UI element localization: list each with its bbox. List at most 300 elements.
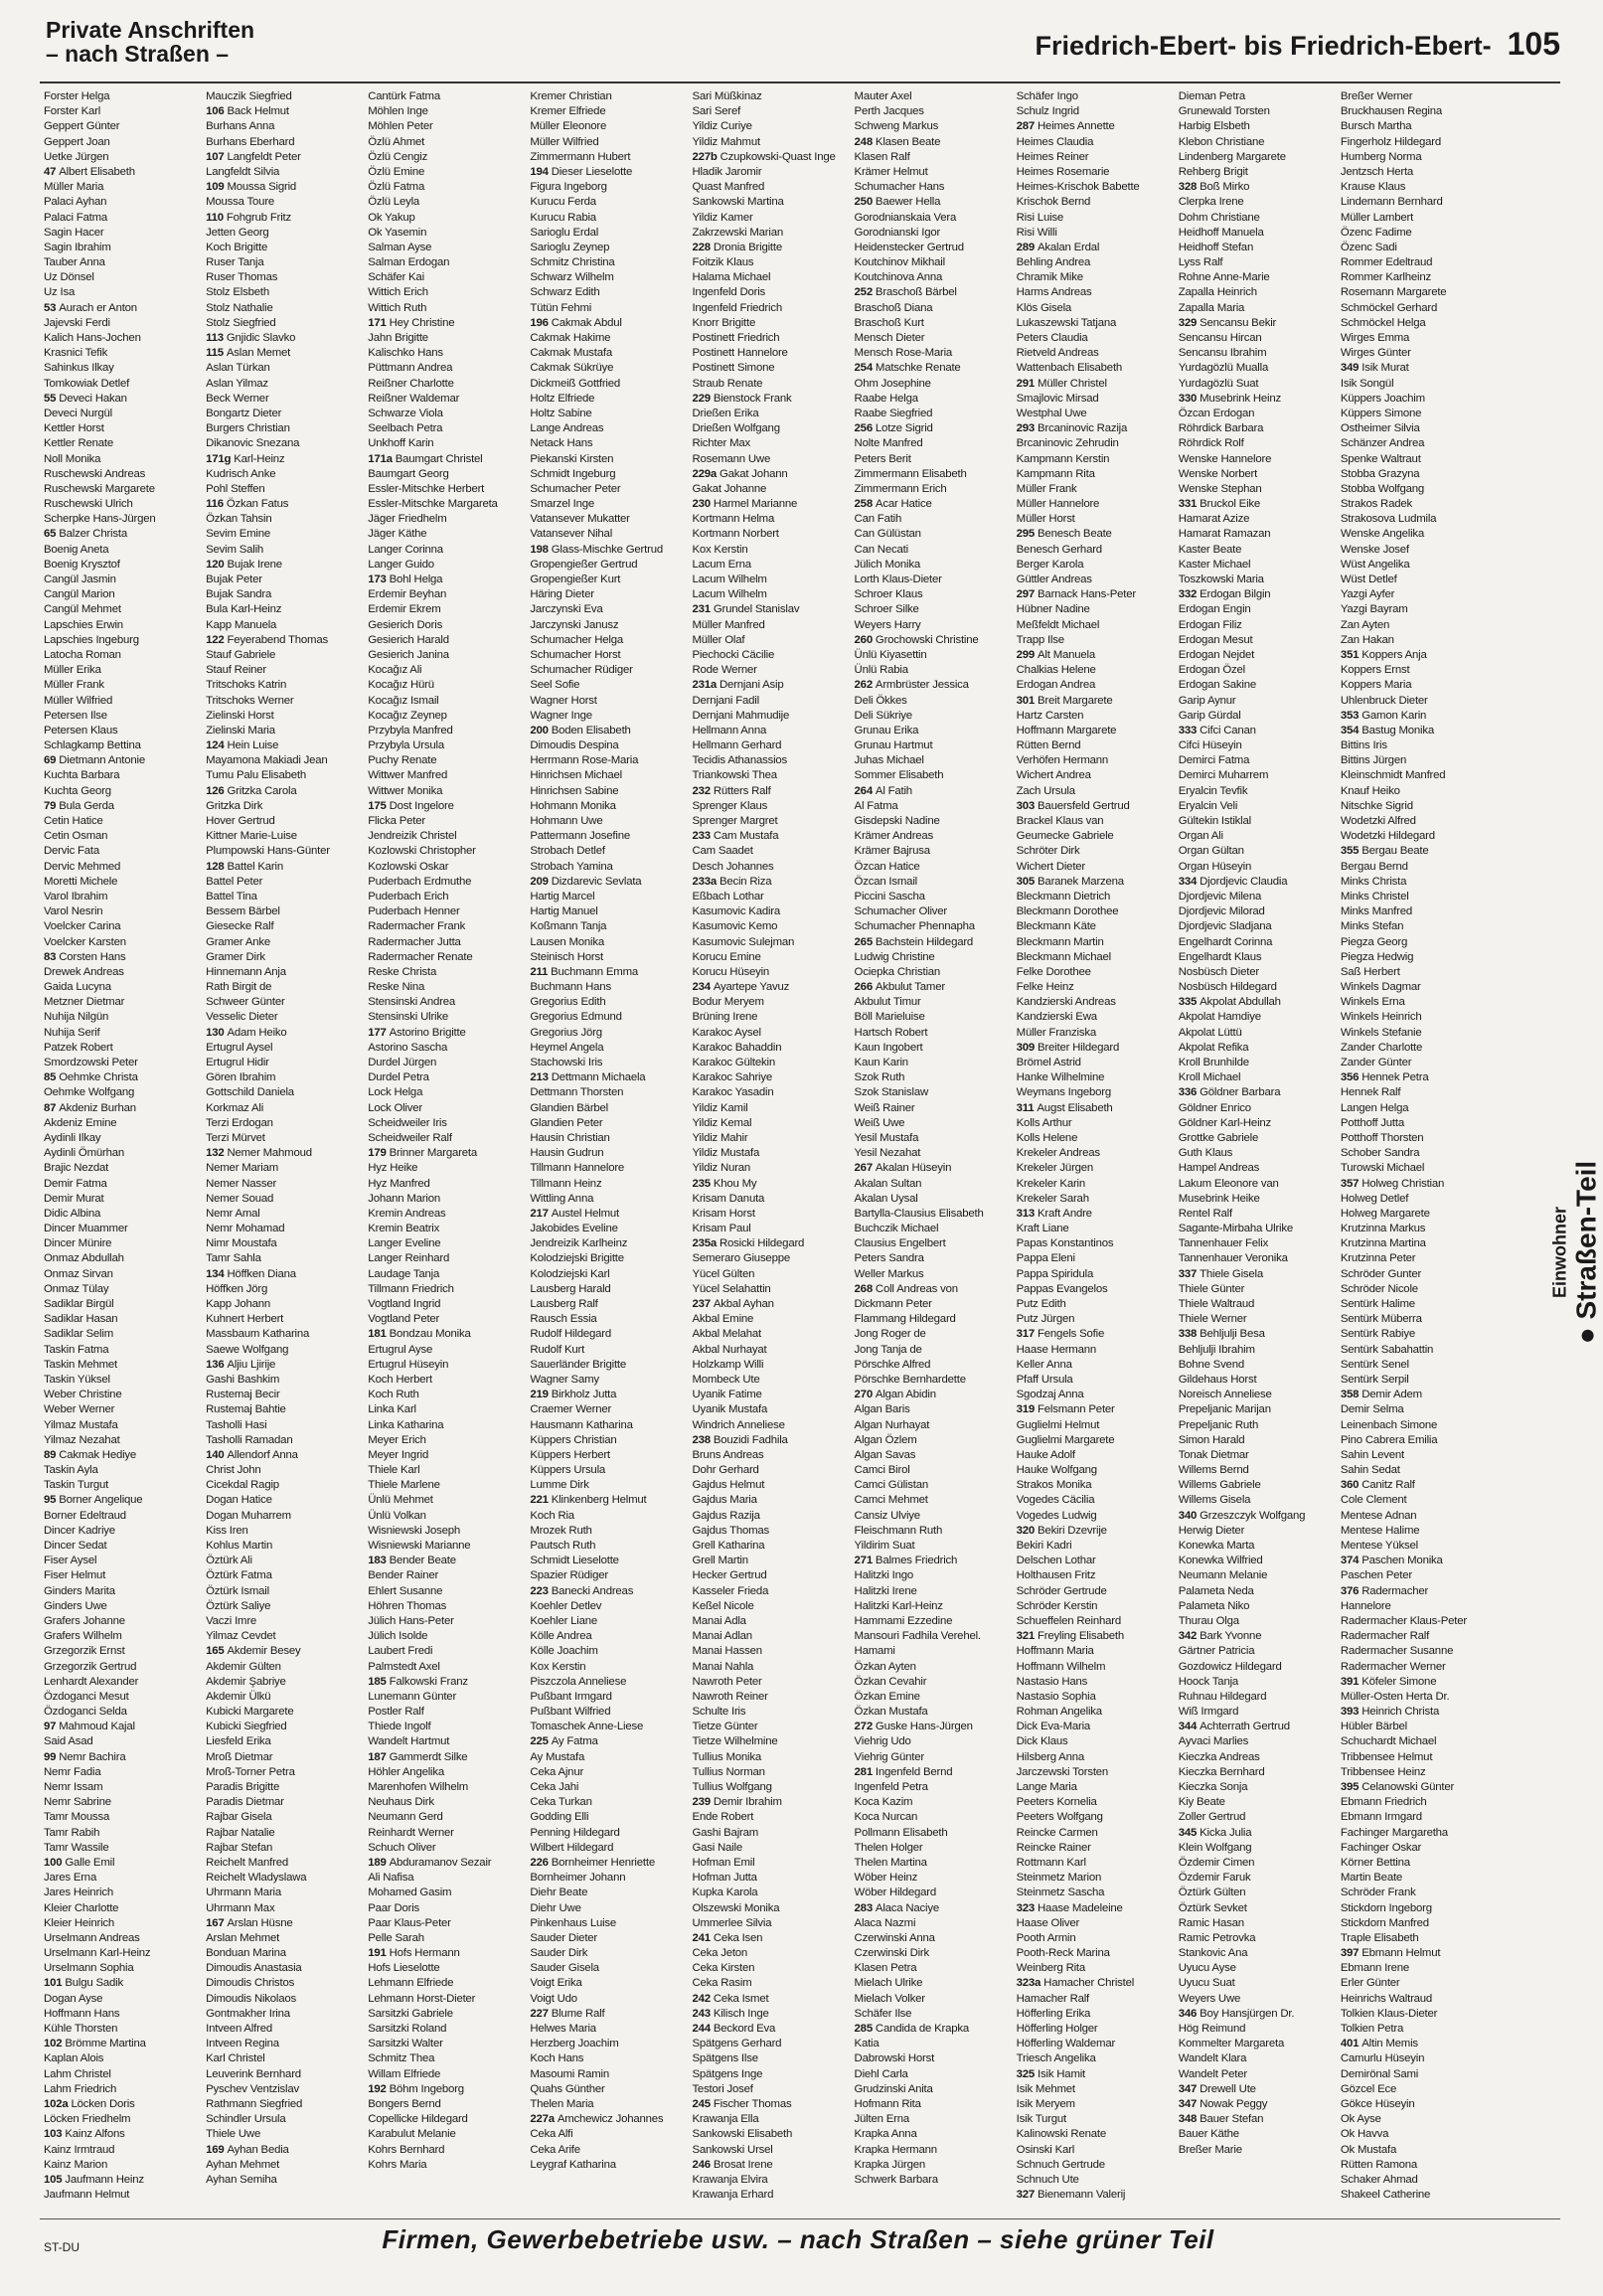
- resident-entry: Kortmann Helma: [692, 513, 775, 526]
- house-number: 330: [1178, 392, 1201, 405]
- resident-entry: Masoumi Ramin: [530, 2067, 610, 2080]
- resident-entry: Bleckmann Käte: [1016, 920, 1096, 933]
- resident-entry: Stobba Grazyna: [1340, 467, 1420, 480]
- resident-entry: Kettler Renate: [44, 437, 114, 450]
- resident-entry: Mohamed Gasim: [368, 1886, 452, 1899]
- resident-entry: 228 Dronia Brigitte: [692, 241, 782, 253]
- resident-entry: 192 Böhm Ingeborg: [368, 2082, 464, 2095]
- resident-entry: Heidhoff Manuela: [1178, 226, 1264, 239]
- resident-entry: Cetin Osman: [44, 830, 108, 843]
- resident-entry: Taskin Yüksel: [44, 1373, 110, 1386]
- resident-entry: Latocha Roman: [44, 648, 121, 661]
- resident-entry: Garip Aynur: [1178, 694, 1236, 707]
- resident-entry: Taskin Mehmet: [44, 1358, 117, 1371]
- resident-entry: 95 Borner Angelique: [44, 1494, 143, 1507]
- resident-entry: Mauter Axel: [854, 90, 912, 102]
- resident-entry: Nemr Sabrine: [44, 1796, 111, 1809]
- resident-entry: Hartz Carsten: [1016, 709, 1084, 722]
- resident-entry: Lunemann Günter: [368, 1690, 457, 1703]
- resident-entry: Kroll Brunhilde: [1178, 1057, 1249, 1068]
- resident-entry: Özkan Emine: [854, 1690, 920, 1703]
- resident-entry: Wirges Emma: [1340, 332, 1410, 344]
- resident-entry: Zander Charlotte: [1340, 1041, 1423, 1054]
- resident-entry: Smordzowski Peter: [44, 1057, 138, 1068]
- resident-entry: Deveci Nurgül: [44, 407, 112, 419]
- resident-entry: Copellicke Hildegard: [368, 2113, 468, 2126]
- resident-entry: Reincke Carmen: [1016, 1826, 1098, 1839]
- resident-entry: Hyz Heike: [368, 1162, 418, 1175]
- resident-entry: Erdogan Engin: [1178, 603, 1251, 616]
- resident-entry: Nemr Mohamad: [206, 1223, 285, 1235]
- resident-entry: Gökce Hüseyin: [1340, 2097, 1415, 2110]
- resident-entry: Strakosova Ludmila: [1340, 513, 1437, 526]
- resident-entry: 99 Nemr Bachira: [44, 1750, 126, 1763]
- resident-entry: Haase Hermann: [1016, 1343, 1096, 1356]
- resident-entry: Schmidt Ingeburg: [530, 467, 616, 480]
- resident-entry: Kalinowski Renate: [1016, 2128, 1106, 2141]
- resident-entry: Schnuch Gertrude: [1016, 2158, 1105, 2171]
- resident-entry: Voigt Erika: [530, 1977, 582, 1990]
- resident-entry: 264 Al Fatih: [854, 784, 912, 797]
- resident-entry: Thelen Maria: [530, 2097, 594, 2110]
- resident-entry: Pino Cabrera Emilia: [1340, 1433, 1438, 1446]
- resident-entry: Grunau Hartmut: [854, 739, 933, 752]
- resident-entry: 272 Guske Hans-Jürgen: [854, 1721, 973, 1733]
- resident-entry: Raabe Helga: [854, 392, 918, 405]
- resident-entry: Schnuch Ute: [1016, 2173, 1079, 2186]
- house-number: 337: [1178, 1267, 1201, 1280]
- resident-entry: Schumacher Hans: [854, 181, 945, 194]
- resident-entry: Burhans Anna: [206, 120, 275, 133]
- resident-entry: Dimoudis Despina: [530, 739, 619, 752]
- resident-entry: Müller Franziska: [1016, 1026, 1097, 1039]
- resident-entry: Kremer Christian: [530, 90, 612, 102]
- resident-entry: Sentürk Halime: [1340, 1298, 1415, 1310]
- resident-entry: Kohrs Maria: [368, 2158, 427, 2171]
- resident-entry: Engelhardt Klaus: [1178, 950, 1262, 963]
- resident-entry: Mielach Volker: [854, 1992, 925, 2005]
- resident-entry: Krämer Andreas: [854, 830, 934, 843]
- resident-entry: Helwes Maria: [530, 2023, 596, 2035]
- resident-entry: Nemer Mariam: [206, 1162, 279, 1175]
- resident-entry: Berger Karola: [1016, 558, 1084, 571]
- resident-entry: 103 Kainz Alfons: [44, 2128, 125, 2141]
- resident-entry: 348 Bauer Stefan: [1178, 2113, 1264, 2126]
- resident-entry: Hennek Ralf: [1340, 1086, 1401, 1099]
- resident-entry: 217 Austel Helmut: [530, 1207, 620, 1220]
- resident-entry: Cakmak Sükrüye: [530, 362, 614, 375]
- resident-entry: Tannenhauer Veronika: [1178, 1252, 1288, 1265]
- resident-entry: Heidhoff Stefan: [1178, 241, 1254, 253]
- resident-entry: Kubicki Siegfried: [206, 1721, 287, 1733]
- resident-entry: Terzi Erdogan: [206, 1116, 273, 1129]
- resident-entry: Tamr Rabih: [44, 1826, 100, 1839]
- house-number: 397: [1340, 1947, 1363, 1960]
- resident-entry: Hamarat Ramazan: [1178, 528, 1271, 541]
- resident-entry: Hanke Wilhelmine: [1016, 1071, 1105, 1084]
- resident-entry: Öztürk Ali: [206, 1555, 252, 1567]
- resident-entry: Taskin Fatma: [44, 1343, 109, 1356]
- resident-entry: Pußbant Wilfried: [530, 1706, 611, 1719]
- resident-entry: Mentese Yüksel: [1340, 1540, 1418, 1552]
- resident-entry: Schröder Gunter: [1340, 1267, 1422, 1280]
- resident-entry: Öztürk Fatma: [206, 1569, 272, 1582]
- resident-entry: Gropengießer Kurt: [530, 574, 621, 585]
- house-number: 268: [854, 1282, 876, 1295]
- house-number: 335: [1178, 996, 1201, 1009]
- resident-entry: Tietze Wilhelmine: [692, 1735, 778, 1748]
- resident-entry: 130 Adam Heiko: [206, 1026, 287, 1039]
- resident-entry: Djordjevic Milena: [1178, 890, 1262, 902]
- resident-entry: 110 Fohgrub Fritz: [206, 211, 291, 224]
- resident-entry: Hofman Emil: [692, 1856, 755, 1869]
- resident-entry: Cantürk Fatma: [368, 90, 440, 102]
- resident-entry: Clausius Engelbert: [854, 1237, 946, 1250]
- resident-entry: Bleckmann Martin: [1016, 935, 1104, 948]
- resident-entry: Nemr Amal: [206, 1207, 260, 1220]
- resident-entry: Stauf Gabriele: [206, 648, 276, 661]
- resident-entry: Tasholli Ramadan: [206, 1433, 293, 1446]
- house-number: 233: [692, 830, 714, 843]
- resident-entry: Korkmaz Ali: [206, 1101, 264, 1114]
- resident-entry: Yurdagözlü Mualla: [1178, 362, 1269, 375]
- resident-entry: Noreisch Anneliese: [1178, 1389, 1272, 1401]
- resident-entry: Yildirim Suat: [854, 1540, 915, 1552]
- resident-entry: Gropengießer Gertrud: [530, 558, 638, 571]
- resident-entry: Meyer Erich: [368, 1433, 426, 1446]
- resident-entry: Forster Helga: [44, 90, 110, 102]
- resident-entry: Hyz Manfred: [368, 1177, 430, 1190]
- resident-entry: Isik Songül: [1340, 377, 1394, 390]
- resident-entry: Paschen Peter: [1340, 1569, 1412, 1582]
- resident-entry: Bleckmann Dorothee: [1016, 905, 1119, 918]
- resident-entry: Rajbar Natalie: [206, 1826, 275, 1839]
- resident-entry: Dogan Hatice: [206, 1494, 272, 1507]
- resident-entry: Yazgi Bayram: [1340, 603, 1408, 616]
- resident-entry: Kölle Andrea: [530, 1630, 592, 1643]
- resident-entry: Kubicki Margarete: [206, 1706, 294, 1719]
- resident-entry: 196 Cakmak Abdul: [530, 316, 622, 329]
- house-number: 132: [206, 1147, 228, 1160]
- resident-entry: Erdogan Andrea: [1016, 679, 1096, 692]
- resident-entry: Tullius Wolfgang: [692, 1781, 772, 1793]
- house-number: 53: [44, 301, 60, 314]
- resident-entry: Schulte Iris: [692, 1706, 746, 1719]
- resident-entry: Reichelt Wladyslawa: [206, 1872, 307, 1885]
- resident-entry: Dickmeiß Gottfried: [530, 377, 621, 390]
- resident-entry: Diehl Carla: [854, 2067, 908, 2080]
- resident-entry: Radermacher Frank: [368, 920, 466, 933]
- resident-entry: Noll Monika: [44, 452, 101, 465]
- resident-entry: Paradis Dietmar: [206, 1796, 284, 1809]
- resident-entry: Felke Heinz: [1016, 981, 1074, 994]
- resident-entry: Jülich Isolde: [368, 1630, 428, 1643]
- resident-entry: Wittwer Monika: [368, 784, 443, 797]
- resident-entry: Pfaff Ursula: [1016, 1373, 1073, 1386]
- resident-entry: Weyers Harry: [854, 618, 921, 631]
- resident-entry: Mrozek Ruth: [530, 1524, 592, 1537]
- resident-entry: Lakum Eleonore van: [1178, 1177, 1279, 1190]
- house-number: 353: [1340, 709, 1363, 722]
- resident-entry: Zimmermann Elisabeth: [854, 467, 967, 480]
- resident-entry: Ayvaci Marlies: [1178, 1735, 1249, 1748]
- resident-entry: Tietze Günter: [692, 1721, 758, 1733]
- resident-entry: Czerwinski Dirk: [854, 1947, 930, 1960]
- house-number: 346: [1178, 2007, 1201, 2020]
- resident-entry: Özcan Hatice: [854, 860, 920, 873]
- resident-entry: Schuch Oliver: [368, 1841, 436, 1854]
- resident-entry: Aslan Yilmaz: [206, 377, 268, 390]
- house-number: 331: [1178, 498, 1201, 511]
- resident-entry: Koca Kazim: [854, 1796, 913, 1809]
- house-number: 344: [1178, 1721, 1201, 1733]
- resident-entry: Willems Gisela: [1178, 1494, 1251, 1507]
- resident-entry: Krapka Jürgen: [854, 2158, 926, 2171]
- resident-entry: Grzegorzik Gertrud: [44, 1660, 137, 1673]
- resident-entry: Kolodziejski Karl: [530, 1267, 610, 1280]
- resident-entry: Raabe Siegfried: [854, 407, 933, 419]
- resident-entry: Weinberg Rita: [1016, 1962, 1086, 1975]
- resident-entry: Gashi Bashkim: [206, 1373, 280, 1386]
- resident-entry: Neumann Gerd: [368, 1811, 443, 1824]
- resident-entry: Eryalcin Tevfik: [1178, 784, 1248, 797]
- resident-entry: Krutzinna Peter: [1340, 1252, 1416, 1265]
- house-number: 239: [692, 1796, 714, 1809]
- resident-entry: Erdogan Özel: [1178, 664, 1246, 677]
- house-number: 266: [854, 981, 876, 994]
- resident-entry: Tamr Wassile: [44, 1841, 109, 1854]
- resident-entry: Saewe Wolfgang: [206, 1343, 289, 1356]
- house-number: 120: [206, 558, 228, 571]
- house-number: 348: [1178, 2113, 1201, 2126]
- resident-entry: Ruser Thomas: [206, 271, 278, 284]
- resident-entry: Ramic Petrovka: [1178, 1931, 1256, 1944]
- resident-entry: Kuhnert Herbert: [206, 1313, 284, 1326]
- resident-entry: Fiser Aysel: [44, 1555, 97, 1567]
- resident-entry: Erdemir Beyhan: [368, 588, 447, 601]
- resident-entry: Pußbant Irmgard: [530, 1690, 612, 1703]
- resident-entry: Gregorius Jörg: [530, 1026, 602, 1039]
- resident-entry: Spätgens Inge: [692, 2067, 763, 2080]
- resident-entry: 345 Kicka Julia: [1178, 1826, 1252, 1839]
- resident-entry: Yesil Mustafa: [854, 1131, 919, 1144]
- house-number: 320: [1016, 1524, 1039, 1537]
- resident-entry: Tritschoks Katrin: [206, 679, 287, 692]
- resident-entry: Sahinkus Ilkay: [44, 362, 114, 375]
- resident-entry: Bender Rainer: [368, 1569, 439, 1582]
- resident-entry: Wandelt Klara: [1178, 2052, 1247, 2065]
- resident-entry: Tribbensee Helmut: [1340, 1750, 1433, 1763]
- resident-entry: Heidenstecker Gertrud: [854, 241, 964, 253]
- house-number: 244: [692, 2023, 714, 2035]
- resident-entry: Tolkien Petra: [1340, 2023, 1404, 2035]
- resident-entry: 198 Glass-Mischke Gertrud: [530, 543, 663, 556]
- resident-entry: Organ Gültan: [1178, 845, 1244, 858]
- resident-entry: Heymel Angela: [530, 1041, 604, 1054]
- resident-entry: 109 Moussa Sigrid: [206, 181, 297, 194]
- resident-entry: Cifci Hüseyin: [1178, 739, 1242, 752]
- resident-entry: 211 Buchmann Emma: [530, 965, 639, 978]
- resident-entry: Steinmetz Marion: [1016, 1872, 1102, 1885]
- resident-entry: Kozlowski Christopher: [368, 845, 476, 858]
- resident-entry: 354 Bastug Monika: [1340, 724, 1434, 737]
- resident-entry: Alaca Nazmi: [854, 1916, 916, 1929]
- resident-entry: Langer Eveline: [368, 1237, 441, 1250]
- resident-entry: Salman Erdogan: [368, 256, 450, 269]
- resident-entry: Dimoudis Anastasia: [206, 1962, 302, 1975]
- resident-entry: Kocağız Hürü: [368, 679, 434, 692]
- resident-entry: 177 Astorino Brigitte: [368, 1026, 466, 1039]
- resident-entry: 120 Bujak Irene: [206, 558, 282, 571]
- resident-entry: 301 Breit Margarete: [1016, 694, 1113, 707]
- resident-entry: Piccini Sascha: [854, 890, 925, 902]
- resident-entry: Mentese Halime: [1340, 1524, 1420, 1537]
- resident-entry: Ayhan Mehmet: [206, 2158, 280, 2171]
- resident-entry: Nuhija Serif: [44, 1026, 100, 1039]
- house-number: 165: [206, 1645, 228, 1658]
- resident-entry: Knauf Heiko: [1340, 784, 1400, 797]
- resident-entry: Harms Andreas: [1016, 286, 1092, 299]
- resident-entry: Sadiklar Selim: [44, 1328, 113, 1341]
- resident-entry: Pohl Steffen: [206, 482, 265, 495]
- resident-entry: Gisdepski Nadine: [854, 815, 940, 827]
- resident-entry: Czerwinski Anna: [854, 1931, 935, 1944]
- resident-entry: Taskin Ayla: [44, 1464, 98, 1477]
- resident-entry: Rudolf Hildegard: [530, 1328, 611, 1341]
- resident-entry: Rütten Bernd: [1016, 739, 1081, 752]
- resident-entry: Pörschke Bernhardette: [854, 1373, 966, 1386]
- resident-entry: Krisam Paul: [692, 1223, 751, 1235]
- resident-entry: Westphal Uwe: [1016, 407, 1087, 419]
- resident-entry: Felke Dorothee: [1016, 965, 1091, 978]
- resident-entry: Leuverink Bernhard: [206, 2067, 301, 2080]
- house-number: 321: [1016, 1630, 1039, 1643]
- resident-entry: Kainz Marion: [44, 2158, 108, 2171]
- resident-entry: Karl Christel: [206, 2052, 265, 2065]
- resident-entry: Semeraro Giuseppe: [692, 1252, 790, 1265]
- resident-entry: Yücel Selahattin: [692, 1282, 771, 1295]
- resident-entry: Sauder Dirk: [530, 1947, 588, 1960]
- resident-entry: Reincke Rainer: [1016, 1841, 1091, 1854]
- resident-entry: Leinenbach Simone: [1340, 1418, 1438, 1431]
- resident-entry: Uhrmann Maria: [206, 1886, 282, 1899]
- resident-entry: Organ Ali: [1178, 830, 1223, 843]
- resident-entry: Heimes Rosemarie: [1016, 165, 1110, 178]
- resident-entry: Musebrink Heike: [1178, 1192, 1260, 1205]
- resident-entry: Wöber Hildegard: [854, 1886, 937, 1899]
- resident-entry: Schwarze Viola: [368, 407, 443, 419]
- resident-entry: Christ John: [206, 1464, 261, 1477]
- house-number: 173: [368, 574, 390, 585]
- resident-entry: Heimes Reiner: [1016, 150, 1089, 163]
- house-number: 285: [854, 2023, 876, 2035]
- resident-entry: Seelbach Petra: [368, 422, 443, 435]
- resident-entry: 355 Bergau Beate: [1340, 845, 1429, 858]
- resident-entry: Schmöckel Gerhard: [1340, 301, 1438, 314]
- resident-entry: Ceka Arife: [530, 2143, 580, 2156]
- resident-entry: 246 Brosat Irene: [692, 2158, 773, 2171]
- resident-entry: Stickdorn Manfred: [1340, 1916, 1429, 1929]
- resident-entry: Battel Peter: [206, 875, 263, 888]
- resident-entry: 305 Baranek Marzena: [1016, 875, 1124, 888]
- resident-entry: 226 Bornheimer Henriette: [530, 1856, 655, 1869]
- resident-entry: Olszewski Monika: [692, 1901, 780, 1914]
- resident-entry: 299 Alt Manuela: [1016, 648, 1095, 661]
- resident-entry: Scheidweiler Ralf: [368, 1131, 452, 1144]
- resident-entry: Cangül Marion: [44, 588, 115, 601]
- resident-entry: Paradis Brigitte: [206, 1781, 280, 1793]
- resident-entry: 287 Heimes Annette: [1016, 120, 1115, 133]
- resident-entry: Guth Klaus: [1178, 1147, 1233, 1160]
- resident-entry: Krekeler Sarah: [1016, 1192, 1089, 1205]
- resident-entry: Ruser Tanja: [206, 256, 264, 269]
- resident-entry: Jakobides Eveline: [530, 1223, 618, 1235]
- resident-entry: 169 Ayhan Bedia: [206, 2143, 289, 2156]
- resident-entry: 291 Müller Christel: [1016, 377, 1107, 390]
- resident-entry: Heimes Claudia: [1016, 135, 1094, 148]
- resident-entry: Langer Reinhard: [368, 1252, 450, 1265]
- resident-entry: Stensinski Ulrike: [368, 1011, 449, 1024]
- resident-entry: 189 Abduramanov Sezair: [368, 1856, 492, 1869]
- resident-entry: Yildiz Nuran: [692, 1162, 751, 1175]
- resident-entry: Urselmann Karl-Heinz: [44, 1947, 151, 1960]
- resident-entry: 47 Albert Elisabeth: [44, 165, 135, 178]
- resident-entry: Linka Karl: [368, 1403, 416, 1416]
- house-number: 181: [368, 1328, 390, 1341]
- resident-entry: Sentürk Rabiye: [1340, 1328, 1415, 1341]
- resident-entry: 213 Dettmann Michaela: [530, 1071, 646, 1084]
- resident-entry: Vogedes Ludwig: [1016, 1509, 1097, 1522]
- resident-entry: Hamarat Azize: [1178, 513, 1250, 526]
- house-number: 177: [368, 1026, 390, 1039]
- resident-entry: Ebmann Irmgard: [1340, 1811, 1422, 1824]
- house-number: 395: [1340, 1781, 1363, 1793]
- resident-entry: Mensch Rose-Maria: [854, 347, 953, 360]
- resident-entry: Ceka Jeton: [692, 1947, 748, 1960]
- resident-entry: Strobach Yamina: [530, 860, 613, 873]
- resident-entry: Hauke Adolf: [1016, 1448, 1075, 1461]
- resident-entry: Bruckhausen Regina: [1340, 105, 1443, 118]
- resident-entry: Hamami: [854, 1645, 895, 1658]
- resident-entry: Zimmermann Erich: [854, 482, 947, 495]
- resident-entry: 360 Canitz Ralf: [1340, 1479, 1415, 1492]
- resident-entry: Baumgart Georg: [368, 467, 449, 480]
- resident-entry: Ummerlee Silvia: [692, 1916, 772, 1929]
- resident-entry: 179 Brinner Margareta: [368, 1147, 477, 1160]
- resident-entry: Bornheimer Johann: [530, 1872, 626, 1885]
- resident-entry: Schröter Dirk: [1016, 845, 1080, 858]
- resident-entry: Garip Gürdal: [1178, 709, 1241, 722]
- house-number: 227a: [530, 2113, 558, 2126]
- resident-entry: Varol Ibrahim: [44, 890, 108, 902]
- resident-entry: Lehmann Elfriede: [368, 1977, 454, 1990]
- resident-entry: Grottke Gabriele: [1178, 1131, 1259, 1144]
- resident-entry: Stankovic Ana: [1178, 1947, 1248, 1960]
- resident-entry: Mentese Adnan: [1340, 1509, 1417, 1522]
- resident-entry: Holweg Detlef: [1340, 1192, 1409, 1205]
- resident-entry: Guglielmi Helmut: [1016, 1418, 1100, 1431]
- resident-entry: Ociepka Christian: [854, 965, 941, 978]
- resident-entry: Püttmann Andrea: [368, 362, 453, 375]
- resident-entry: 97 Mahmoud Kajal: [44, 1721, 135, 1733]
- resident-entry: Isik Turgut: [1016, 2113, 1066, 2126]
- resident-entry: Ertugrul Hidir: [206, 1057, 269, 1068]
- resident-entry: Akpolat Hamdiye: [1178, 1011, 1261, 1024]
- house-number: 171a: [368, 452, 396, 465]
- resident-entry: Schober Sandra: [1340, 1147, 1420, 1160]
- house-number: 358: [1340, 1389, 1363, 1401]
- resident-entry: Zoller Gertrud: [1178, 1811, 1246, 1824]
